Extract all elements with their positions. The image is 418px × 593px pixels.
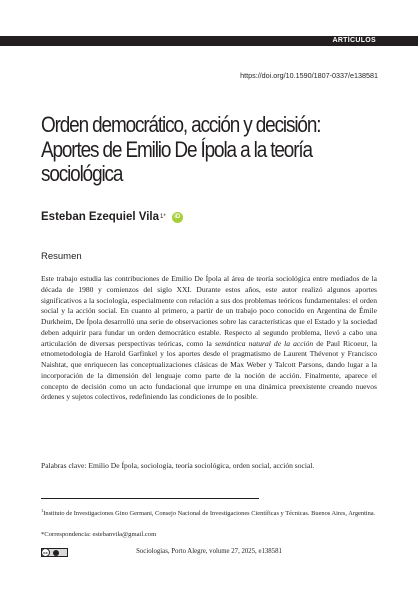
abstract-part-1: Este trabajo estudia las contribuciones de Emilio De Ípola al área de teoría sociológica entre mediados de la década de 1980 y comienzos del siglo XXI. Durante estos años, este autor realizó algunos aportes significativos a la sociología, especialmente con relación a sus dos problemas teóricos fundamentales: el orden social y la acción social. En cuanto al primero, a partir de un trabajo poco conocido en Argentina de Émile Durkheim, De Ípola desarrolló una serie de observaciones sobre las características que el Estado y la sociedad deben adquirir para fundar un orden democrático estable. Respecto al segundo problema, llevó a cabo una articulación de diversas perspectivas teóricas, como la: [41, 274, 377, 348]
footer-citation: Sociologias, Porto Alegre, volume 27, 2025, e138581: [136, 548, 282, 555]
abstract-heading: Resumen: [41, 251, 82, 262]
author-affiliation-marks: 1*: [160, 214, 166, 220]
article-title: Orden democrático, acción y decisión: Aportes de Emilio De Ípola a la teoría sociológica: [41, 112, 321, 186]
orcid-icon[interactable]: iD: [172, 212, 183, 223]
abstract-part-2: de Paul Ricoeur, la etnometodología de Harold Garfinkel y los aportes desde el pragmatismo de Laurent Thévenot y Francisco Naishtat, que enriquecen las conceptualizaciones clásicas de Max Weber y Talcott Parsons, dando lugar a la incorporación de la dimensión del lenguaje como parte de la noción de acción. Finalmente, aparece el concepto de decisión como un acto fundacional que irrumpe en una dinámica preexistente creando nuevos órdenes y sujetos colectivos, redefiniendo las condiciones de lo posible.: [41, 338, 378, 402]
abstract-body: [41, 274, 377, 403]
affiliation-footnote: [41, 506, 377, 518]
correspondence-footnote: *Correspondencia: estebanvila@gmail.com: [41, 531, 157, 538]
affiliation-footnote-number: 1: [41, 508, 44, 513]
abstract-emphasis: semántica natural de la acción: [214, 338, 314, 348]
author-line: [41, 209, 183, 225]
affiliation-footnote-text: Instituto de Investigaciones Gino Germani, Consejo Nacional de Investigaciones Científicas y Técnicas. Buenos Aires, Argentina.: [43, 510, 376, 518]
author-name: Esteban Ezequiel Vila: [41, 211, 160, 223]
footnote-rule: [41, 498, 259, 499]
doi-link[interactable]: https://doi.org/10.1590/1807-0337/e138581: [240, 71, 378, 80]
keywords: Palabras clave: Emilio De Ípola, sociología, teoría sociológica, orden social, acción social.: [41, 461, 315, 470]
section-label: ARTÍCULOS: [332, 37, 376, 44]
cc-circle-icon: cc: [41, 548, 50, 557]
